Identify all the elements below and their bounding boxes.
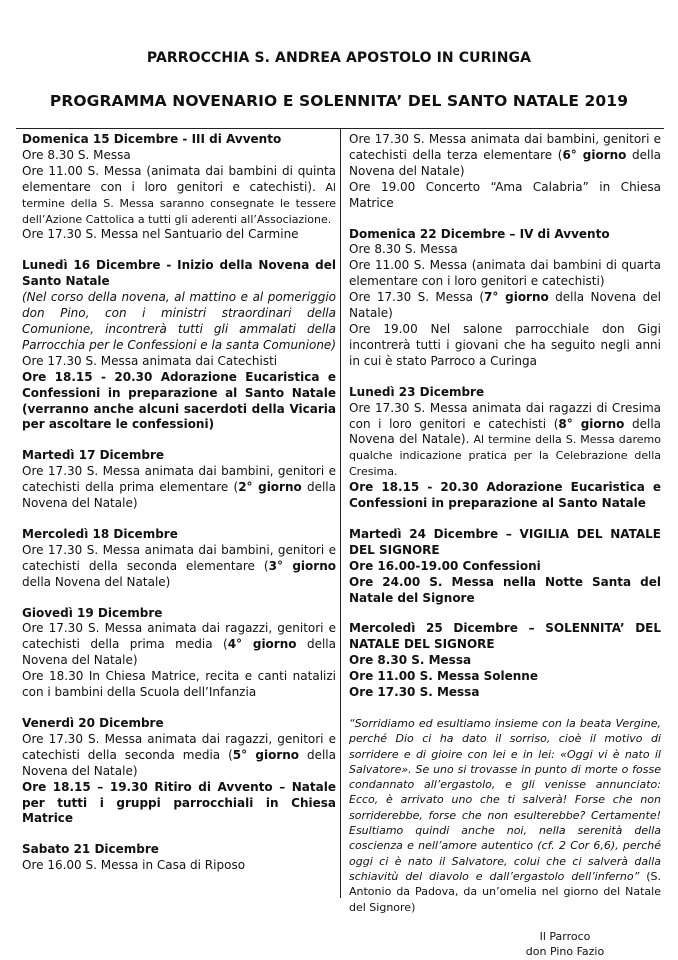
signature-name: don Pino Fazio bbox=[525, 944, 605, 958]
schedule-line: Ore 24.00 S. Messa nella Notte Santa del Natale del Signore bbox=[349, 574, 661, 605]
novena-note: (Nel corso della novena, al mattino e al pomeriggio don Pino, con i ministri straordinari della Comunione, incontrerà tutti gli ammalati della Parrocchia per le Confessioni e la santa Comunione) bbox=[22, 290, 336, 352]
signature-block bbox=[469, 929, 661, 959]
schedule-line: Ore 18.15 - 20.30 Adorazione Eucaristica e Confessioni in preparazione al Santo Natale bbox=[349, 480, 661, 511]
schedule-line: Ore 19.00 Nel salone parrocchiale don Gigi incontrerà tutti i giovani che ha seguito negli anni in cui è stato Parroco a Curinga bbox=[349, 321, 661, 368]
day-heading: Domenica 22 Dicembre – IV di Avvento bbox=[349, 226, 610, 241]
schedule-line: Ore 8.30 S. Messa bbox=[349, 242, 458, 257]
right-column bbox=[349, 132, 661, 959]
day-section-dec24 bbox=[349, 527, 661, 607]
schedule-line: Ore 17.30 S. Messa nel Santuario del Carmine bbox=[22, 227, 299, 242]
day-heading: Venerdì 20 Dicembre bbox=[22, 716, 164, 730]
novena-day: 5° giorno bbox=[232, 747, 300, 762]
schedule-text: della Novena del Natale). bbox=[349, 416, 662, 447]
day-section-dec19 bbox=[22, 606, 336, 701]
schedule-text: Ore 17.30 S. Messa animata dai bambini, genitori e catechisti della prima elementare ( bbox=[22, 464, 336, 495]
day-section-dec25 bbox=[349, 621, 661, 701]
program-title: PROGRAMMA NOVENARIO E SOLENNITA’ DEL SANTO NATALE 2019 bbox=[49, 92, 629, 110]
schedule-text: della Novena del Natale) bbox=[22, 637, 336, 668]
day-heading: Domenica 15 Dicembre - III di Avvento bbox=[22, 132, 282, 146]
day-section-dec17 bbox=[22, 448, 336, 512]
day-heading: Sabato 21 Dicembre bbox=[22, 842, 159, 857]
schedule-text: della Novena del Natale) bbox=[22, 574, 171, 589]
day-section-dec18 bbox=[22, 527, 336, 591]
day-section-dec16 bbox=[22, 258, 336, 433]
schedule-text: della Novena del Natale) bbox=[349, 147, 662, 178]
novena-day: 3° giorno bbox=[268, 558, 336, 573]
schedule-line: Ore 18.30 In Chiesa Matrice, recita e canti natalizi con i bambini della Scuola dell’Infanzia bbox=[22, 669, 336, 700]
schedule-line: Ore 18.15 - 20.30 Adorazione Eucaristica e Confessioni in preparazione al Santo Natale (verranno anche alcuni sacerdoti della Vicaria per ascoltare le confessioni) bbox=[22, 369, 336, 432]
day-heading: Mercoledì 18 Dicembre bbox=[22, 526, 178, 541]
schedule-text: Ore 17.30 S. Messa animata dai bambini, genitori e catechisti della seconda elementare ( bbox=[22, 542, 336, 573]
novena-day: 6° giorno bbox=[562, 147, 627, 162]
day-section-dec21-cont bbox=[349, 132, 661, 212]
day-heading: Martedì 24 Dicembre – VIGILIA DEL NATALE DEL SIGNORE bbox=[349, 526, 661, 557]
column-divider bbox=[340, 128, 341, 898]
quote-text: “Sorridiamo ed esultiamo insieme con la beata Vergine, perché Dio ci ha dato il sorriso, cioè il motivo di sorridere e di gioire con lei e in lei: «Oggi vi è nato il Salvatore». Se uno si trovasse in punto di morte o fosse condannato all’ergastolo, e gli venisse annunciato: Ecco, è arrivato uno che ti salverà! Forse che non sorriderebbe, forse che non esulterebbe? Certamente! Esultiamo quindi anche noi, nella serenità della coscienza e nell’amore autentico (cf. 2 Cor 6,6), perché oggi ci è nato il Salvatore, colui che ci salverà dalla schiavitù del diavolo e dall’ergastolo dell’inferno” bbox=[349, 717, 661, 883]
left-column bbox=[22, 132, 336, 889]
schedule-line: Ore 11.00 S. Messa Solenne bbox=[349, 669, 538, 684]
schedule-line: Ore 17.30 S. Messa bbox=[349, 685, 480, 700]
schedule-line: Ore 16.00-19.00 Confessioni bbox=[349, 558, 541, 573]
schedule-line: Ore 8.30 S. Messa bbox=[22, 147, 131, 162]
schedule-text: Ore 17.30 S. Messa animata dai ragazzi, genitori e catechisti della prima media ( bbox=[22, 621, 336, 652]
schedule-line: Ore 11.00 S. Messa (animata dai bambini di quarta elementare con i loro genitori e catechisti) bbox=[349, 258, 661, 289]
schedule-line: Ore 16.00 S. Messa in Casa di Riposo bbox=[22, 858, 246, 873]
schedule-text: della Novena del Natale) bbox=[349, 290, 661, 321]
schedule-line bbox=[349, 132, 661, 180]
day-section-dec15 bbox=[22, 132, 336, 243]
novena-day: 4° giorno bbox=[227, 637, 297, 652]
schedule-line: Ore 17.30 S. Messa animata dai Catechisti bbox=[22, 353, 278, 368]
schedule-line bbox=[22, 543, 336, 591]
schedule-line bbox=[22, 464, 336, 512]
day-heading: Mercoledì 25 Dicembre – SOLENNITA’ DEL NATALE DEL SIGNORE bbox=[349, 621, 661, 652]
day-heading: Lunedì 23 Dicembre bbox=[349, 384, 485, 399]
schedule-text: Ore 17.30 S. Messa animata dai ragazzi di Cresima con i loro genitori e catechisti ( bbox=[349, 400, 661, 431]
schedule-line bbox=[349, 401, 661, 481]
day-section-dec22 bbox=[349, 227, 661, 370]
day-heading: Lunedì 16 Dicembre - Inizio della Novena del Santo Natale bbox=[22, 258, 336, 289]
schedule-note: Al termine della S. Messa saranno consegnate le tessere dell’Azione Cattolica a tutti gli aderenti all’Associazione. bbox=[22, 180, 336, 226]
schedule-note: Al termine della S. Messa daremo qualche indicazione pratica per la Celebrazione della Cresima. bbox=[349, 433, 661, 479]
novena-day: 7° giorno bbox=[484, 290, 549, 305]
schedule-line bbox=[22, 621, 336, 669]
day-heading: Martedì 17 Dicembre bbox=[22, 448, 165, 463]
schedule-text: Ore 17.30 S. Messa animata dai ragazzi, genitori e catechisti della seconda media ( bbox=[22, 731, 336, 762]
schedule-text: Ore 17.30 S. Messa animata dai bambini, genitori e catechisti della terza elementare ( bbox=[349, 132, 661, 162]
schedule-text: Ore 11.00 S. Messa (animata dai bambini di quinta elementare con i loro genitori e catechisti). bbox=[22, 163, 336, 194]
schedule-line: Ore 19.00 Concerto “Ama Calabria” in Chiesa Matrice bbox=[349, 179, 661, 210]
schedule-text: Ore 17.30 S. Messa ( bbox=[349, 290, 485, 305]
novena-day: 2° giorno bbox=[238, 480, 302, 495]
parish-title: PARROCCHIA S. ANDREA APOSTOLO IN CURINGA bbox=[146, 50, 532, 66]
schedule-text: della Novena del Natale) bbox=[22, 480, 336, 511]
day-section-dec20 bbox=[22, 716, 336, 827]
novena-day: 8° giorno bbox=[558, 416, 625, 431]
closing-quote bbox=[349, 716, 661, 915]
schedule-line bbox=[22, 164, 336, 228]
schedule-text: della Novena del Natale) bbox=[22, 747, 336, 778]
schedule-line bbox=[349, 290, 661, 322]
quote-attribution: (S. Antonio da Padova, da un’omelia nel giorno del Natale del Signore) bbox=[349, 869, 661, 914]
day-heading: Giovedì 19 Dicembre bbox=[22, 605, 163, 620]
day-section-dec23 bbox=[349, 385, 661, 512]
schedule-line: Ore 8.30 S. Messa bbox=[349, 653, 472, 668]
schedule-line: Ore 18.15 – 19.30 Ritiro di Avvento – Natale per tutti i gruppi parrocchiali in Chiesa Matrice bbox=[22, 779, 336, 826]
signature-role: Il Parroco bbox=[539, 929, 591, 943]
schedule-line bbox=[22, 732, 336, 780]
day-section-dec21 bbox=[22, 842, 336, 874]
